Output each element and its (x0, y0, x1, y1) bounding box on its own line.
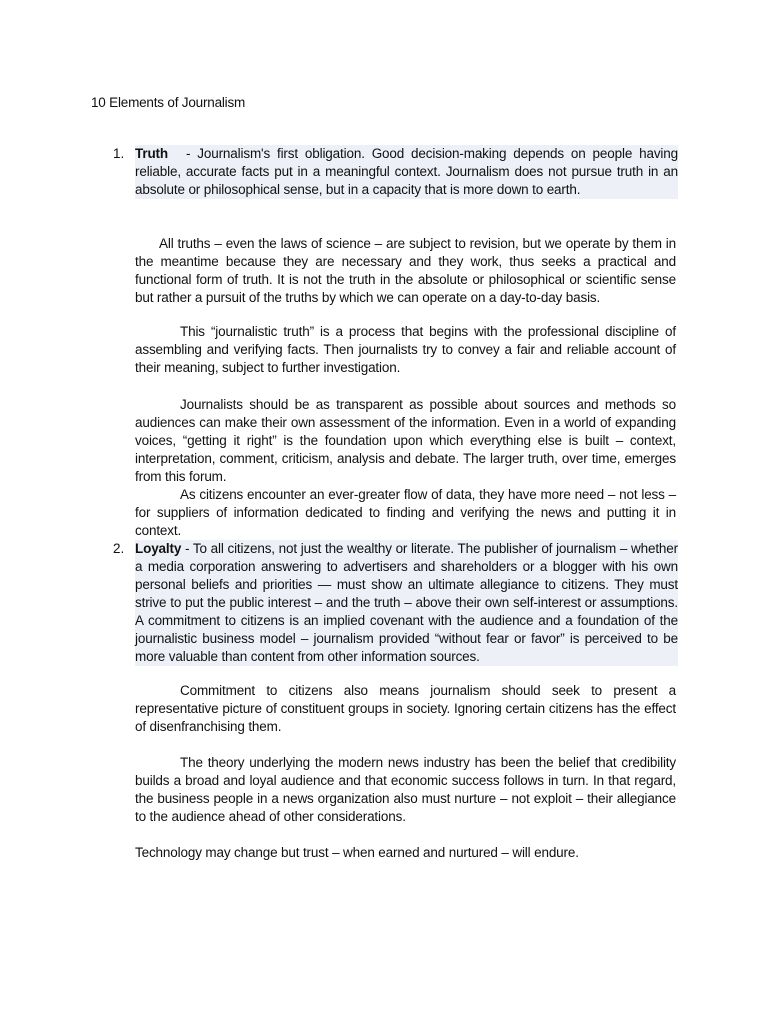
list-item-loyalty (113, 540, 683, 666)
loyalty-definition: - To all citizens, not just the wealthy or literate. The publisher of journalism – whether a media corporation answering to advertisers and shareholders or a blogger with his own personal beliefs and priorities — must show an ultimate allegiance to citizens. They must strive to put the public interest – and the truth – above their own self-interest or assumptions. A commitment to citizens is an implied covenant with the audience and a foundation of the journalistic business model – journalism provided “without fear or favor” is perceived to be more valuable than content from other information sources. (135, 541, 678, 664)
loyalty-paragraph-2: The theory underlying the modern news industry has been the belief that credibility builds a broad and loyal audience and that economic success follows in turn. In that regard, the business people in a news organization also must nurture – not exploit – their allegiance to the audience ahead of other considerations. (135, 755, 676, 824)
list-number: 2. (113, 541, 125, 556)
truth-definition: - Journalism's first obligation. Good decision-making depends on people having reliable, accurate facts put in a meaningful context. Journalism does not pursue truth in an absolute or philosophical sense, but in a capacity that is more down to earth. (135, 146, 678, 197)
list-number: 1. (113, 146, 125, 161)
document-title: 10 Elements of Journalism (91, 95, 246, 110)
list-item-body (135, 145, 678, 199)
term-truth: Truth (135, 146, 168, 161)
term-loyalty: Loyalty (135, 541, 182, 556)
list-item-truth (113, 145, 683, 199)
loyalty-paragraph-1: Commitment to citizens also means journalism should seek to present a representative picture of constituent groups in society. Ignoring certain citizens has the effect of disenfranchising them. (135, 683, 676, 734)
truth-paragraph-2: This “journalistic truth” is a process that begins with the professional discipline of assembling and verifying facts. Then journalists try to convey a fair and reliable account of their meaning, subject to further investigation. (135, 324, 676, 375)
truth-paragraph-1: All truths – even the laws of science – are subject to revision, but we operate by them in the meantime because they are necessary and they work, thus seeks a practical and functional form of truth. It is not the truth in the absolute or philosophical or scientific sense but rather a pursuit of the truths by which we can operate on a day-to-day basis. (135, 236, 676, 305)
list-item-body (135, 540, 678, 666)
truth-paragraph-4: As citizens encounter an ever-greater flow of data, they have more need – not less – for suppliers of information dedicated to finding and verifying the news and putting it in context. (135, 487, 676, 538)
truth-paragraph-3: Journalists should be as transparent as possible about sources and methods so audiences can make their own assessment of the information. Even in a world of expanding voices, “getting it right” is the foundation upon which everything else is built – context, interpretation, comment, criticism, analysis and debate. The larger truth, over time, emerges from this forum. (135, 397, 676, 484)
loyalty-paragraph-3: Technology may change but trust – when earned and nurtured – will endure. (135, 845, 579, 860)
